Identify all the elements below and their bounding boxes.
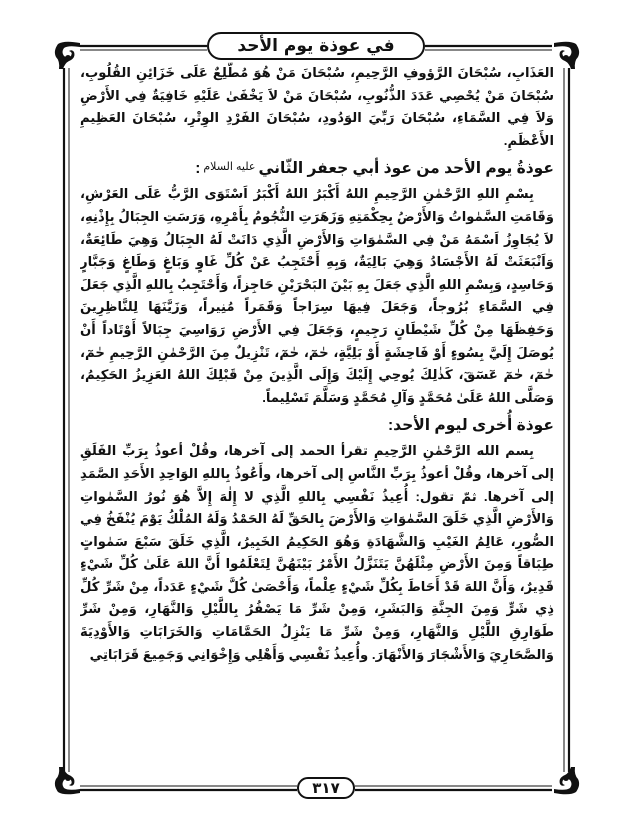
page-body xyxy=(80,62,554,768)
section-heading-abu-jafar xyxy=(80,156,554,182)
corner-ornament-icon-top-right xyxy=(554,42,579,69)
corner-ornament-icon-bottom-right xyxy=(554,767,579,794)
heading-text: عوذة أُخرى ليوم الأحد xyxy=(393,417,554,435)
page-number: ٣١٧ xyxy=(312,779,340,797)
corner-ornament-icon-bottom-left xyxy=(55,767,80,794)
corner-ornament-icon-top-left xyxy=(55,42,80,69)
heading-colon: : xyxy=(387,417,394,435)
heading-text: عوذةُ يوم الأحد من عوذ أبي جعفر الثّاني xyxy=(258,160,554,178)
honorific-alayhi-salam: عليه السلام xyxy=(203,161,256,174)
section-heading-another xyxy=(80,413,554,439)
paragraph-abu-jafar: بِسْمِ اللهِ الرَّحْمٰنِ الرَّحِيمِ اللهُ أَكْبَرُ اللهُ أَكْبَرُ اَسْتَوَى الرَّبُّ عَلَى العَرْشِ، وَقَامَتِ السَّمٰواتُ وَالأَرْضُ بِحِكْمَتِهِ وَزَهَرَتِ النُّجُومُ بِأَمْرِهِ، وَرَسَتِ الجِبَالُ بِإِذْنِهِ، لاَ يُجَاوِزُ اَسْمَهُ مَنْ فِي السَّمٰوَاتِ وَالأَرْضِ الَّذِي دَانَتْ لَهُ الجِبَالُ وَهِيَ طَائِعَةٌ، وَاَنْبَعَثَتْ لَهُ الأَجْسَادُ وَهِيَ بَالِيَةٌ، وَبِهِ أَحْتَجِبُ عَنْ كُلِّ غَاوٍ وَبَاغٍ وَطَاغٍ وَجَبَّارٍ وَحَاسِدٍ، وَبِسْمِ اللهِ الَّذِي جَعَلَ بِهِ بَيْنَ البَحْرَيْنِ حَاجِزاً، وَأَحْتَجِبُ بِاللهِ الَّذِي جَعَلَ فِي السَّمَاءِ بُرُوجاً، وَجَعَلَ فِيهَا سِرَاجاً وَقَمَراً مُنِيراً، وَزَيَّنَهَا لِلنَّاظِرِينَ وَحَفِظَهَا مِنْ كُلِّ شَيْطَانٍ رَجِيمٍ، وَجَعَلَ فِي الأَرْضِ رَوَاسِيَ جِبَالاً أَوْتَاداً أَنْ يُوصَلَ إِلَيَّ بِسُوءٍ أَوْ فَاحِشَةٍ أَوْ بَلِيَّةٍ، حٰمٓ، حٰمٓ، تَنْزِيلٌ مِنَ الرَّحْمٰنِ الرَّحِيمِ حٰمٓ، حٰمٓ، حٰمٓ عٓسٓقٓ، كَذٰلِكَ يُوحِي إِلَيْكَ وَإِلَى الَّذِينَ مِنْ قَبْلِكَ اللهُ العَزِيزُ الحَكِيمُ، وَصَلَّى اللهُ عَلَىٰ مُحَمَّدٍ وَآلِ مُحَمَّدٍ وَسَلَّمَ تَسْلِيماً. xyxy=(80,186,554,405)
page-number-pill xyxy=(297,777,355,799)
paragraph-another: بِسم الله الرَّحْمٰنِ الرَّحِيمِ تقرأ الحمد إلى آخرها، وقُلْ أعوذُ بِرَبِّ الفَلَقِ إلى آخرها، وقُلْ أعوذُ بِرَبِّ النَّاسِ إلى آخرها، وأَعُوذُ بِاللهِ الوَاحِدِ الأَحَدِ الصَّمَدِ إلى آخرها. ثمّ تقول: أُعِيذُ نَفْسِي بِاللهِ الَّذِي لا إِلٰهَ إِلاَّ هُوَ نُورُ السَّمٰواتِ وَالأَرْضِ الَّذِي خَلَقَ السَّمٰوَاتِ وَالأَرْضَ بِالحَقِّ لَهُ الحَمْدُ وَلَهُ المُلْكُ يَوْمَ يُنْفَخُ فِي الصُّورِ، عَالِمُ الغَيْبِ وَالشَّهَادَةِ وَهُوَ الحَكِيمُ الخَبِيرُ، الَّذِي خَلَقَ سَبْعَ سَمٰواتٍ طِبَاقاً وَمِنَ الأَرْضِ مِثْلَهُنَّ يَتَنَزَّلُ الأَمْرُ بَيْنَهُنَّ لِتَعْلَمُوا أَنَّ اللهَ عَلَىٰ كُلِّ شَيْءٍ قَدِيرٌ، وَأَنَّ اللهَ قَدْ أَحَاطَ بِكُلِّ شَيْءٍ عِلْماً، وَأَحْصَىٰ كُلَّ شَيْءٍ عَدَداً، مِنْ شَرِّ كُلِّ ذِي شَرٍّ وَمِنَ الجِنَّةِ وَالبَشَرِ، وَمِنْ شَرِّ مَا يَصْفُرُ بِاللَّيْلِ وَالنَّهَارِ، وَمِنْ شَرِّ طَوَارِقِ اللَّيْلِ وَالنَّهَارِ، وَمِنْ شَرِّ مَا يَنْزِلُ الحَمَّامَاتِ وَالخَرَابَاتِ وَالأَوْدِيَةَ وَالصَّحَارِيَ وَالأَشْجَارَ وَالأَنْهَارَ. وأُعِيذُ نَفْسِي وَأَهْلِي وَإِخْوَانِي وَجَمِيعَ قَرَابَاتِي xyxy=(80,443,554,662)
paragraph-continuation: العَذَابِ، سُبْحَانَ الرَّؤوفِ الرَّحِيمِ، سُبْحَانَ مَنْ هُوَ مُطَّلِعٌ عَلَى خَزَائِنِ القُلُوبِ، سُبْحَانَ مَنْ يُحْصِي عَدَدَ الذُّنُوبِ، سُبْحَانَ مَنْ لاَ يَخْفَىٰ عَلَيْهِ خَافِيَةٌ فِي الأَرْضِ وَلاَ فِي السَّمَاءِ، سُبْحَانَ رَبِّيَ الوَدُودِ، سُبْحَانَ الفَرْدِ الوِتْرِ، سُبْحَانَ العَظِيمِ الأَعْظَمِ. xyxy=(80,65,554,148)
running-title: في عوذة يوم الأحد xyxy=(237,36,395,56)
heading-colon: : xyxy=(195,160,201,178)
running-title-pill xyxy=(207,32,425,60)
